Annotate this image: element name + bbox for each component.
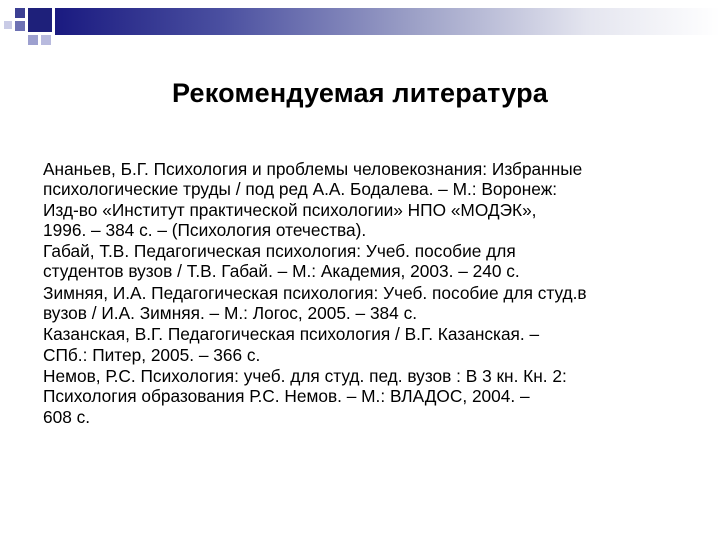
reference-line: психологические труды / под ред А.А. Бодалева. – М.: Воронеж: xyxy=(43,179,558,200)
reference-item xyxy=(43,283,683,324)
reference-item xyxy=(43,241,683,282)
reference-item xyxy=(43,324,683,365)
reference-line: Ананьев, Б.Г. Психология и проблемы человекознания: Избранные xyxy=(43,159,583,179)
decorative-square xyxy=(28,8,52,32)
reference-line: Психология образования Р.С. Немов. – М.: ВЛАДОС, 2004. – xyxy=(43,386,530,407)
reference-line: 608 с. xyxy=(43,406,91,427)
reference-line: Изд-во «Институт практической психологии» НПО «МОДЭК», xyxy=(43,199,537,220)
reference-item xyxy=(43,159,683,240)
reference-line: Немов, Р.С. Психология: учеб. для студ. пед. вузов : В 3 кн. Кн. 2: xyxy=(43,365,567,386)
decorative-square xyxy=(41,35,51,45)
decorative-square xyxy=(15,8,25,18)
reference-line: студентов вузов / Т.В. Габай. – М.: Академия, 2003. – 240 с. xyxy=(43,261,520,282)
reference-line: 1996. – 384 с. – (Психология отечества). xyxy=(43,219,367,240)
decorative-square xyxy=(15,21,25,31)
reference-line: Казанская, В.Г. Педагогическая психология / В.Г. Казанская. – xyxy=(43,324,540,345)
reference-line: Зимняя, И.А. Педагогическая психология: Учеб. пособие для студ.в xyxy=(43,282,587,303)
reference-list xyxy=(43,159,683,428)
reference-line: вузов / И.А. Зимняя. – М.: Логос, 2005. – 384 с. xyxy=(43,303,418,324)
decorative-square xyxy=(28,35,38,45)
reference-item xyxy=(43,366,683,427)
decorative-square xyxy=(4,21,12,29)
reference-line: Габай, Т.В. Педагогическая психология: Учеб. пособие для xyxy=(43,241,516,262)
header-gradient-band xyxy=(55,8,720,35)
slide-title: Рекомендуемая литература xyxy=(172,78,548,108)
reference-line: СПб.: Питер, 2005. – 366 с. xyxy=(43,344,261,365)
